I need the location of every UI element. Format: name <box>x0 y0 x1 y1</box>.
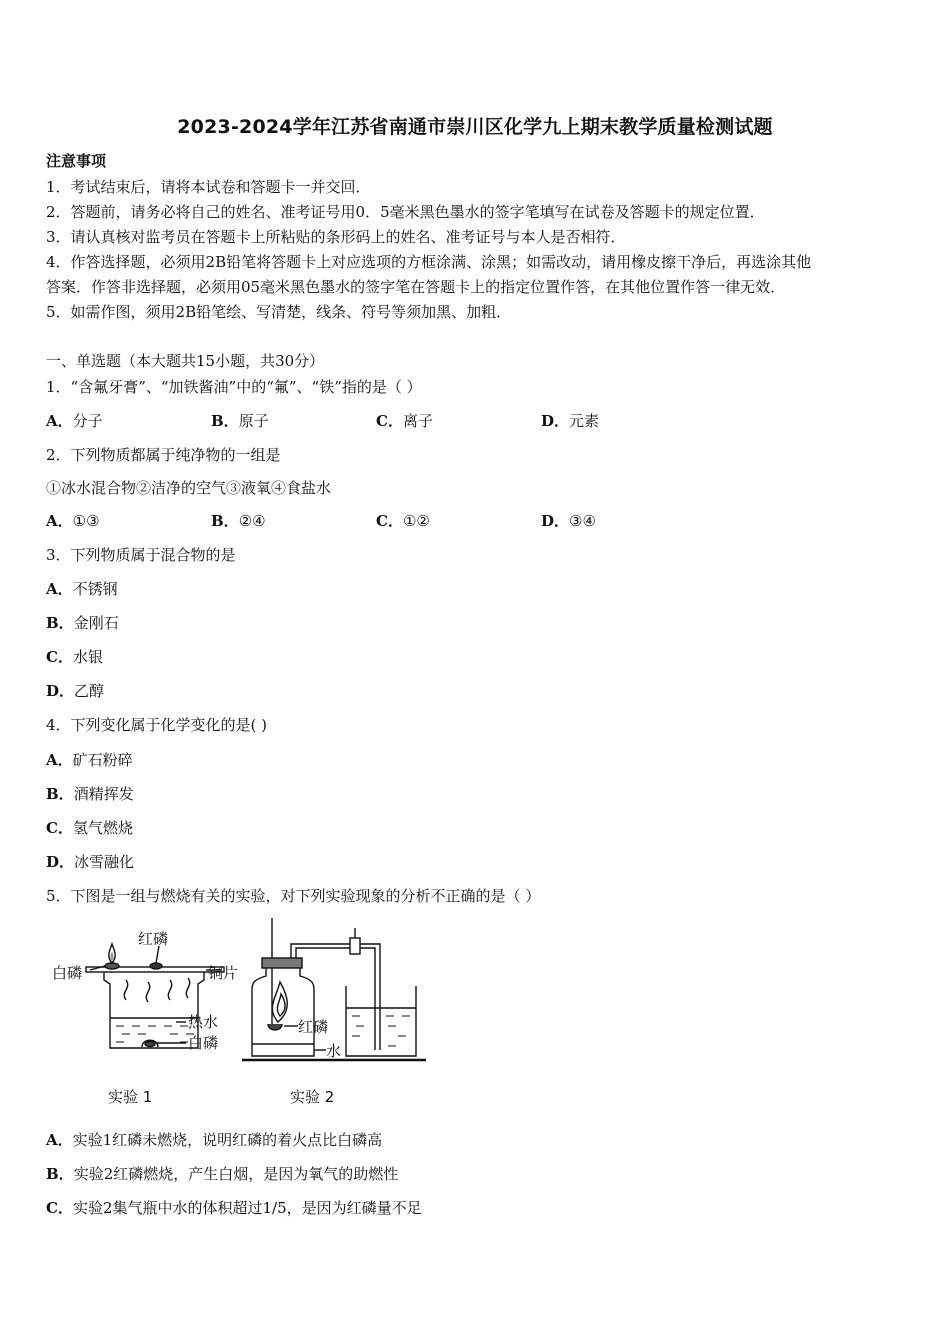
label-hot-water: 热水 <box>188 1013 219 1031</box>
option-text: ①② <box>402 512 430 530</box>
option-text: 原子 <box>238 412 269 430</box>
option-key: A． <box>46 512 73 530</box>
page-title: 2023-2024学年江苏省南通市崇川区化学九上期末教学质量检测试题 <box>177 116 773 138</box>
beaker-2 <box>346 986 416 1056</box>
tube-clamp <box>350 938 360 954</box>
option-text: ③④ <box>569 512 596 530</box>
leader-line <box>156 946 159 963</box>
question-5-stem: 5．下图是一组与燃烧有关的实验，对下列实验现象的分析不正确的是（ ） <box>46 887 541 905</box>
option-text: 实验1红磷未燃烧，说明红磷的着火点比白磷高 <box>72 1131 383 1149</box>
option-key: B． <box>46 614 74 632</box>
notice-item: 1．考试结束后，请将本试卷和答题卡一并交回． <box>46 178 371 196</box>
option-key: C． <box>46 819 73 837</box>
bottle-stopper <box>262 958 302 968</box>
experiment-2-labels <box>290 1018 341 1106</box>
option-text: 水银 <box>72 648 103 666</box>
q4-option-a[interactable] <box>46 749 133 770</box>
option-text: ①③ <box>72 512 100 530</box>
notice-item: 3．请认真核对监考员在答题卡上所粘贴的条形码上的姓名、准考证号与本人是否相符． <box>46 228 626 246</box>
q3-option-a[interactable] <box>46 578 118 599</box>
q4-option-c[interactable] <box>46 817 133 838</box>
red-phosphorus-top <box>150 963 162 969</box>
q1-option-b[interactable] <box>211 410 269 431</box>
notice-item: 5．如需作图，须用2B铅笔绘、写清楚，线条、符号等须加黑、加粗． <box>46 303 512 321</box>
q3-option-b[interactable] <box>46 612 119 633</box>
option-text: 不锈钢 <box>72 580 118 598</box>
experiment-1-diagram <box>86 944 224 1048</box>
q2-option-c[interactable] <box>376 510 430 531</box>
q2-option-d[interactable] <box>541 510 596 531</box>
option-key: A． <box>46 751 73 769</box>
option-key: C． <box>376 412 403 430</box>
option-key: B． <box>211 412 239 430</box>
option-key: B． <box>46 785 74 803</box>
vapor-line <box>124 980 127 1000</box>
q2-option-b[interactable] <box>211 510 266 531</box>
option-key: C． <box>46 1199 73 1217</box>
combustion-spoon <box>268 1024 282 1030</box>
q3-option-d[interactable] <box>46 680 104 701</box>
question-1-stem: 1．“含氟牙膏”、“加铁酱油”中的“氟”、“铁”指的是（ ） <box>46 378 422 396</box>
q2-option-a[interactable] <box>46 510 100 531</box>
vapor-line <box>146 982 149 1002</box>
question-2-stem: 2．下列物质都属于纯净物的一组是 <box>46 446 281 464</box>
option-key: B． <box>211 512 239 530</box>
option-text: ②④ <box>238 512 266 530</box>
option-key: D． <box>541 512 570 530</box>
option-key: A． <box>46 1131 73 1149</box>
label-water: 水 <box>326 1042 342 1060</box>
option-text: 乙醇 <box>74 682 105 700</box>
option-text: 氢气燃烧 <box>72 819 133 837</box>
label-red-phosphorus-2: 红磷 <box>298 1018 329 1036</box>
option-text: 冰雪融化 <box>74 853 135 871</box>
option-text: 实验2红磷燃烧，产生白烟，是因为氧气的助燃性 <box>73 1165 399 1183</box>
caption-experiment-2: 实验 2 <box>290 1088 335 1106</box>
option-key: C． <box>376 512 403 530</box>
label-copper-plate: 铜片 <box>208 964 239 982</box>
option-key: A． <box>46 412 73 430</box>
experiment-2-diagram <box>242 918 426 1060</box>
option-text: 元素 <box>569 412 600 430</box>
option-text: 矿石粉碎 <box>72 751 133 769</box>
notice-heading: 注意事项 <box>46 152 107 170</box>
caption-experiment-1: 实验 1 <box>108 1088 153 1106</box>
question-4-stem: 4．下列变化属于化学变化的是( ) <box>46 716 268 734</box>
q1-option-c[interactable] <box>376 410 433 431</box>
option-key: D． <box>541 412 570 430</box>
option-key: D． <box>46 853 75 871</box>
question-3-stem: 3．下列物质属于混合物的是 <box>46 546 236 564</box>
q3-option-c[interactable] <box>46 646 103 667</box>
option-key: B． <box>46 1165 74 1183</box>
option-text: 金刚石 <box>73 614 119 632</box>
q4-option-b[interactable] <box>46 783 134 804</box>
notice-item: 4．作答选择题，必须用2B铅笔将答题卡上对应选项的方框涂满、涂黑；如需改动，请用橡皮擦干净后，再选涂其他 <box>46 253 812 271</box>
option-text: 实验2集气瓶中水的体积超过1/5，是因为红磷量不足 <box>72 1199 422 1217</box>
option-key: A． <box>46 580 73 598</box>
q1-option-a[interactable] <box>46 410 103 431</box>
label-white-phosphorus-bottom: 白磷 <box>188 1034 219 1052</box>
label-white-phosphorus-top: 白磷 <box>52 964 83 982</box>
vapor-line <box>168 980 171 1000</box>
q5-option-a[interactable] <box>46 1129 382 1150</box>
q4-option-d[interactable] <box>46 851 134 872</box>
option-text: 分子 <box>72 412 103 430</box>
vapor-line <box>186 978 189 998</box>
option-text: 酒精挥发 <box>73 785 134 803</box>
option-key: D． <box>46 682 75 700</box>
flame-inner <box>277 994 285 1016</box>
option-text: 离子 <box>402 412 433 430</box>
label-red-phosphorus-1: 红磷 <box>138 930 169 948</box>
question-2-sub: ①冰水混合物②洁净的空气③液氧④食盐水 <box>46 479 332 497</box>
notice-item: 答案．作答非选择题，必须用05毫米黑色墨水的签字笔在答题卡上的指定位置作答，在其他位置作答一律无效． <box>46 278 786 296</box>
section-heading: 一、单选题（本大题共15小题，共30分） <box>46 352 325 370</box>
white-phosphorus-bottom <box>145 1042 155 1047</box>
q5-option-b[interactable] <box>46 1163 398 1184</box>
q5-option-c[interactable] <box>46 1197 422 1218</box>
option-key: C． <box>46 648 73 666</box>
water-dashes-2 <box>352 1016 410 1046</box>
q1-option-d[interactable] <box>541 410 599 431</box>
notice-item: 2．答题前，请务必将自己的姓名、准考证号用0．5毫米黑色墨水的签字笔填写在试卷及答题卡的规定位置． <box>46 203 765 221</box>
combustion-experiment-figure <box>46 910 446 1115</box>
water-dashes-1 <box>116 1026 194 1042</box>
